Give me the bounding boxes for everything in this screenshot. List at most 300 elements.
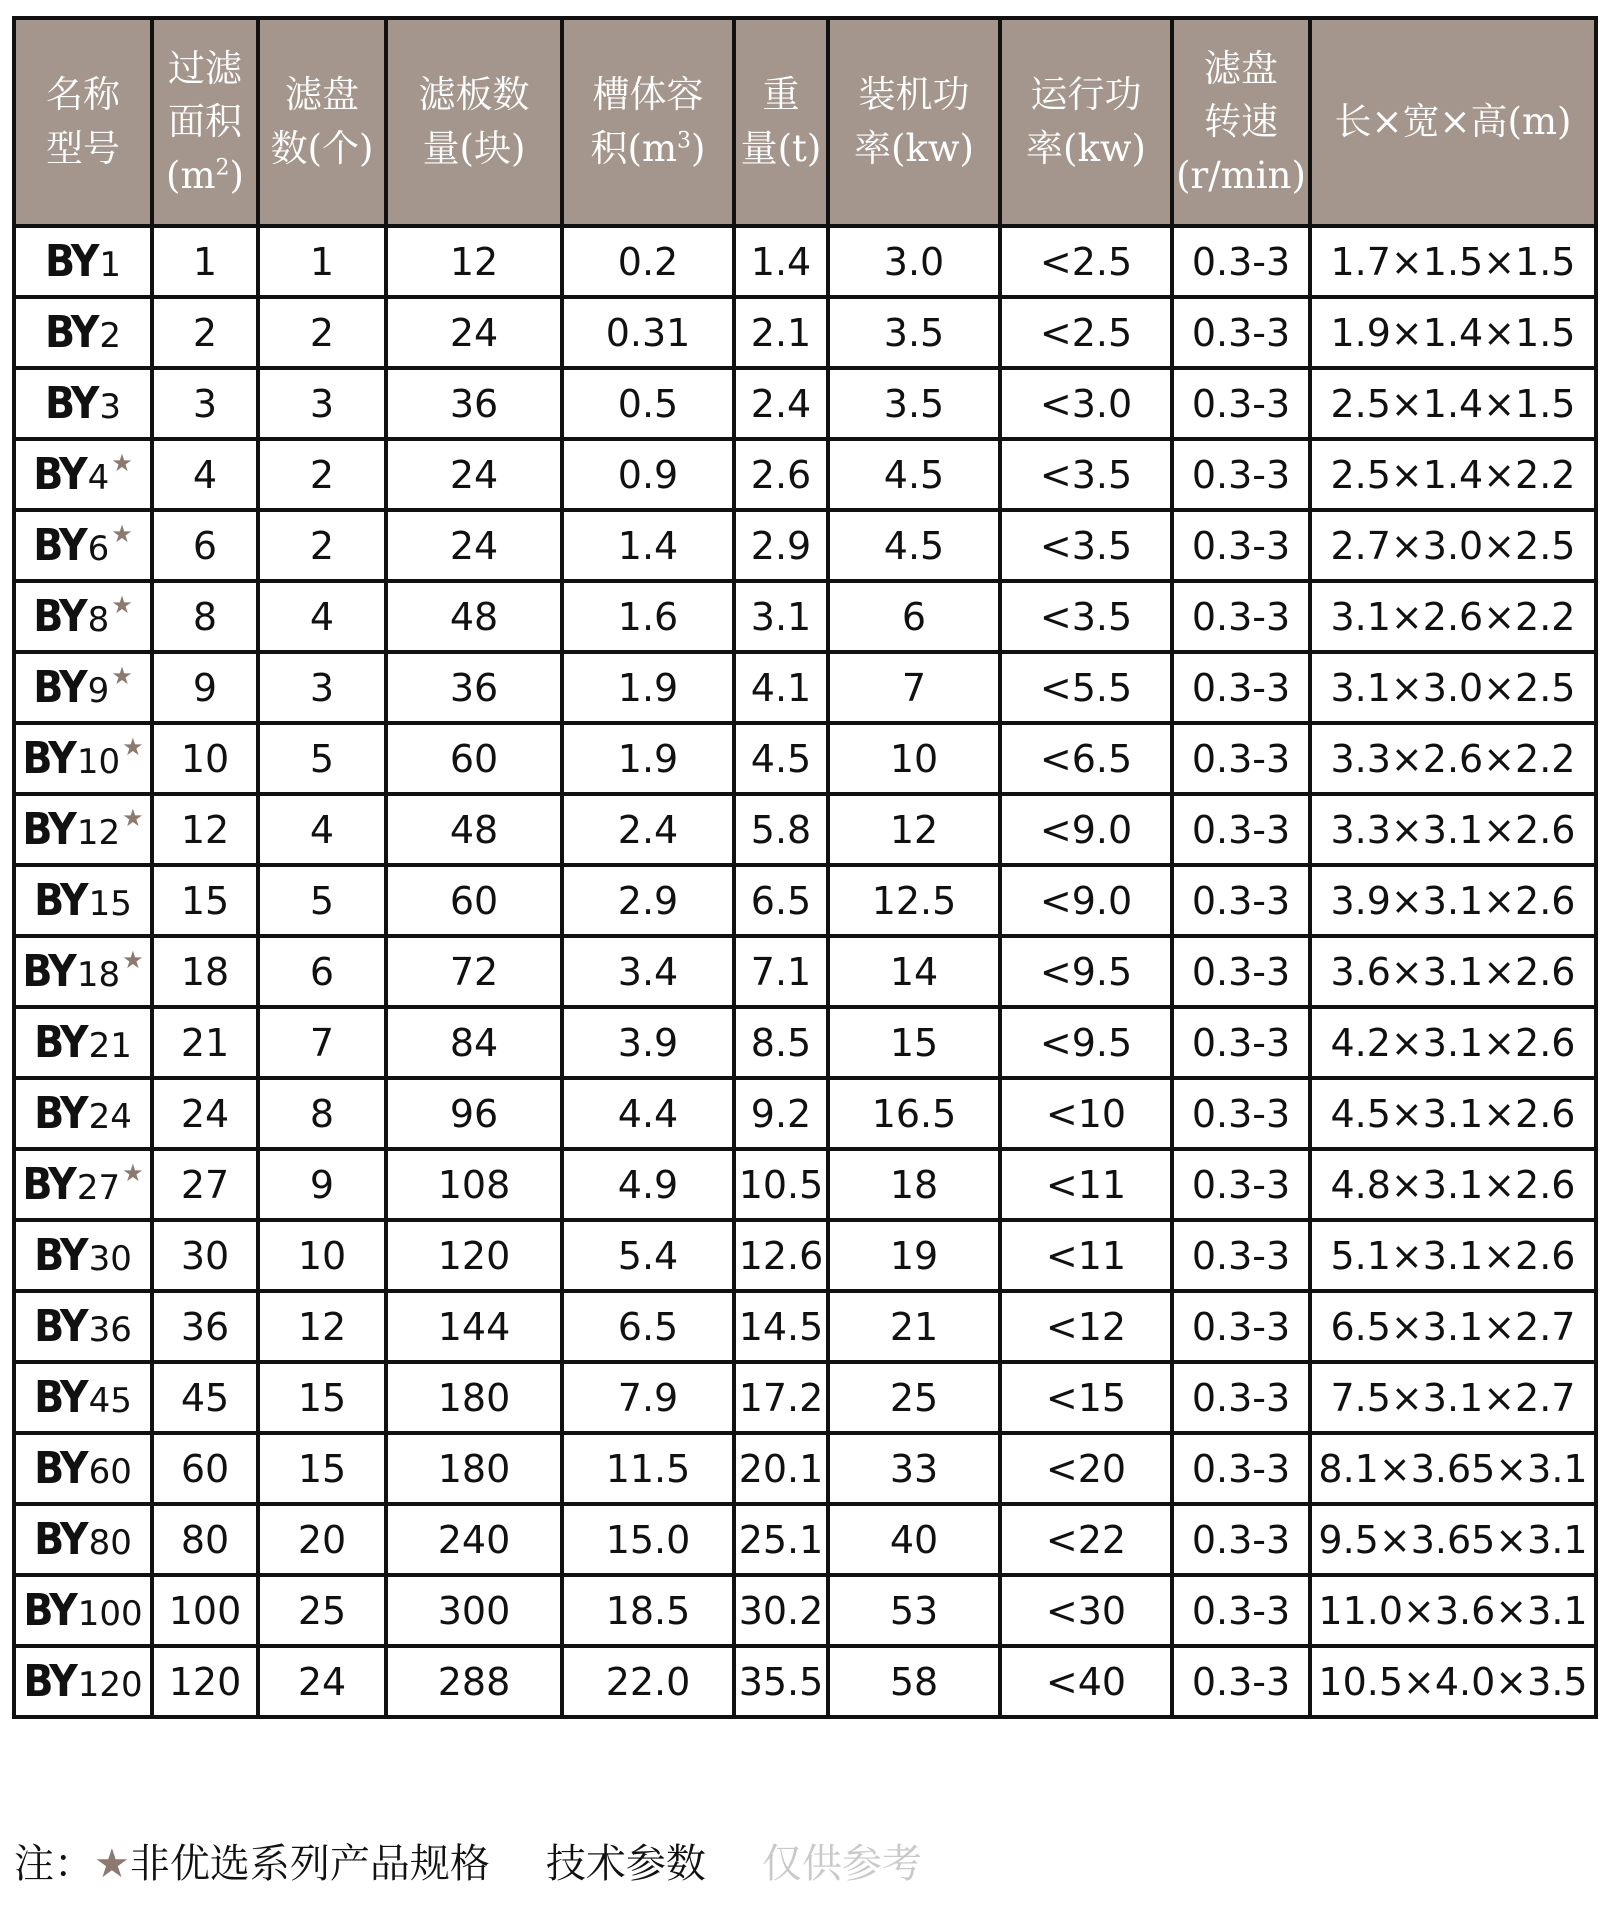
model-prefix: BY <box>33 520 86 571</box>
table-cell: 0.3-3 <box>1172 865 1310 936</box>
table-row <box>14 1220 1596 1291</box>
table-cell: 10 <box>828 723 1000 794</box>
table-cell: 7 <box>828 652 1000 723</box>
table-cell: 2.5×1.4×1.5 <box>1310 368 1596 439</box>
table-cell: 36 <box>386 368 562 439</box>
table-cell: <10 <box>1000 1078 1172 1149</box>
table-row <box>14 936 1596 1007</box>
model-prefix: BY <box>33 449 86 500</box>
table-cell: 2.1 <box>734 297 828 368</box>
star-icon: ★ <box>122 1159 144 1187</box>
model-cell <box>14 1078 152 1149</box>
table-cell: 1 <box>258 226 386 297</box>
table-cell: <3.5 <box>1000 581 1172 652</box>
table-cell: 4.4 <box>562 1078 734 1149</box>
table-cell: 6 <box>152 510 258 581</box>
footnote-prefix: 注： <box>14 1841 94 1887</box>
table-cell: 53 <box>828 1575 1000 1646</box>
model-number: 24 <box>88 1097 132 1137</box>
table-cell: 2.5×1.4×2.2 <box>1310 439 1596 510</box>
table-cell: 3.9 <box>562 1007 734 1078</box>
table-cell: 3.1 <box>734 581 828 652</box>
table-cell: 11.0×3.6×3.1 <box>1310 1575 1596 1646</box>
table-cell: 1.6 <box>562 581 734 652</box>
table-cell: 300 <box>386 1575 562 1646</box>
table-cell: 1.7×1.5×1.5 <box>1310 226 1596 297</box>
table-cell: 3.1×2.6×2.2 <box>1310 581 1596 652</box>
model-cell <box>14 723 152 794</box>
table-header <box>14 18 1596 226</box>
column-header <box>1310 18 1596 226</box>
model-prefix: BY <box>34 1514 87 1565</box>
table-cell: 10.5 <box>734 1149 828 1220</box>
table-row <box>14 1504 1596 1575</box>
table-cell: <12 <box>1000 1291 1172 1362</box>
table-cell: 0.3-3 <box>1172 510 1310 581</box>
table-cell: 0.3-3 <box>1172 1646 1310 1717</box>
model-prefix: BY <box>44 307 98 358</box>
table-cell: 4.5×3.1×2.6 <box>1310 1078 1596 1149</box>
table-row <box>14 1007 1596 1078</box>
table-cell: 12.5 <box>828 865 1000 936</box>
table-cell: 4.5 <box>828 439 1000 510</box>
table-row <box>14 1646 1596 1717</box>
column-header <box>562 18 734 226</box>
table-cell: 12 <box>152 794 258 865</box>
table-cell: 4.1 <box>734 652 828 723</box>
model-cell <box>14 1007 152 1078</box>
table-row <box>14 368 1596 439</box>
column-header-line: $(m^2)$ <box>166 153 244 197</box>
model-prefix: BY <box>33 662 86 713</box>
model-cell <box>14 1362 152 1433</box>
table-cell: 5 <box>258 865 386 936</box>
table-cell: <15 <box>1000 1362 1172 1433</box>
table-cell: 0.5 <box>562 368 734 439</box>
column-header-line: 滤板数 <box>418 73 530 117</box>
column-header <box>1000 18 1172 226</box>
column-header-line: 滤盘 <box>1204 46 1278 90</box>
table-cell: <2.5 <box>1000 297 1172 368</box>
table-cell: 6.5 <box>734 865 828 936</box>
table-cell: 6.5×3.1×2.7 <box>1310 1291 1596 1362</box>
table-cell: 36 <box>386 652 562 723</box>
table-cell: 4.5 <box>734 723 828 794</box>
table-cell: 9.5×3.65×3.1 <box>1310 1504 1596 1575</box>
table-cell: 0.3-3 <box>1172 1149 1310 1220</box>
table-cell: 2 <box>258 297 386 368</box>
table-cell: 8 <box>258 1078 386 1149</box>
table-cell: 100 <box>152 1575 258 1646</box>
table-cell: 15.0 <box>562 1504 734 1575</box>
model-prefix: BY <box>22 946 75 997</box>
table-cell: <5.5 <box>1000 652 1172 723</box>
table-cell: 10 <box>258 1220 386 1291</box>
model-number: 1 <box>99 245 122 285</box>
table-cell: 3.5 <box>828 297 1000 368</box>
table-cell: <40 <box>1000 1646 1172 1717</box>
table-cell: 6.5 <box>562 1291 734 1362</box>
table-cell: 15 <box>828 1007 1000 1078</box>
table-cell: 15 <box>152 865 258 936</box>
model-number: 10 <box>76 742 121 782</box>
column-header-line: 装机功 <box>858 73 970 117</box>
column-header-line: 长×宽×高(m) <box>1334 100 1572 144</box>
star-icon: ★ <box>122 946 144 974</box>
model-cell <box>14 1646 152 1717</box>
table-cell: 24 <box>386 439 562 510</box>
model-cell <box>14 652 152 723</box>
model-number: 2 <box>99 316 122 356</box>
table-cell: 7.9 <box>562 1362 734 1433</box>
table-cell: <3.5 <box>1000 510 1172 581</box>
column-header <box>152 18 258 226</box>
table-cell: 4.8×3.1×2.6 <box>1310 1149 1596 1220</box>
table-cell: 16.5 <box>828 1078 1000 1149</box>
table-cell: <9.0 <box>1000 865 1172 936</box>
table-cell: 0.3-3 <box>1172 226 1310 297</box>
column-header-line: 转速 <box>1204 100 1278 144</box>
model-prefix: BY <box>23 1585 76 1636</box>
model-prefix: BY <box>33 591 86 642</box>
table-cell: 0.3-3 <box>1172 297 1310 368</box>
table-row <box>14 1291 1596 1362</box>
table-cell: 3 <box>258 368 386 439</box>
model-prefix: BY <box>34 1017 87 1068</box>
star-icon: ★ <box>122 804 144 832</box>
model-number: 21 <box>88 1026 132 1066</box>
column-header-line: 槽体容 <box>592 73 704 117</box>
model-number: 45 <box>88 1381 132 1421</box>
star-icon: ★ <box>94 1841 130 1887</box>
table-cell: 24 <box>386 297 562 368</box>
table-cell: 0.9 <box>562 439 734 510</box>
model-number: 4 <box>87 458 110 498</box>
table-cell: 4 <box>152 439 258 510</box>
table-cell: 36 <box>152 1291 258 1362</box>
model-prefix: BY <box>22 733 75 784</box>
table-row <box>14 439 1596 510</box>
table-cell: 3 <box>152 368 258 439</box>
spec-table <box>12 16 1598 1719</box>
model-cell <box>14 936 152 1007</box>
table-cell: 12.6 <box>734 1220 828 1291</box>
table-cell: 4 <box>258 581 386 652</box>
model-number: 80 <box>88 1523 132 1563</box>
table-cell: 22.0 <box>562 1646 734 1717</box>
table-cell: 7 <box>258 1007 386 1078</box>
table-cell: 84 <box>386 1007 562 1078</box>
table-cell: 0.3-3 <box>1172 1433 1310 1504</box>
table-cell: 5 <box>258 723 386 794</box>
table-cell: 6 <box>258 936 386 1007</box>
table-cell: 0.3-3 <box>1172 1362 1310 1433</box>
model-cell <box>14 1504 152 1575</box>
table-cell: 4.2×3.1×2.6 <box>1310 1007 1596 1078</box>
table-cell: 15 <box>258 1362 386 1433</box>
column-header-line: 运行功 <box>1030 73 1142 117</box>
column-header-line: 滤盘 <box>285 73 359 117</box>
table-cell: 7.1 <box>734 936 828 1007</box>
table-row <box>14 510 1596 581</box>
table-cell: 8 <box>152 581 258 652</box>
table-cell: 3 <box>258 652 386 723</box>
table-cell: 9 <box>258 1149 386 1220</box>
table-row <box>14 1433 1596 1504</box>
table-cell: 3.5 <box>828 368 1000 439</box>
column-header-line: 名称 <box>46 73 120 117</box>
table-cell: 10 <box>152 723 258 794</box>
table-cell: 25 <box>828 1362 1000 1433</box>
table-cell: 80 <box>152 1504 258 1575</box>
model-cell <box>14 581 152 652</box>
model-cell <box>14 368 152 439</box>
model-number: 18 <box>76 955 121 995</box>
table-cell: 1.4 <box>734 226 828 297</box>
footnote-text-params: 技术参数 <box>545 1841 706 1887</box>
table-cell: 24 <box>152 1078 258 1149</box>
model-cell <box>14 1291 152 1362</box>
table-cell: <9.5 <box>1000 1007 1172 1078</box>
star-icon: ★ <box>111 520 133 548</box>
table-cell: 14 <box>828 936 1000 1007</box>
column-header <box>828 18 1000 226</box>
table-cell: 30.2 <box>734 1575 828 1646</box>
table-cell: 4 <box>258 794 386 865</box>
model-cell <box>14 510 152 581</box>
column-header <box>386 18 562 226</box>
table-cell: 180 <box>386 1362 562 1433</box>
model-cell <box>14 1220 152 1291</box>
table-cell: <3.0 <box>1000 368 1172 439</box>
table-cell: 5.1×3.1×2.6 <box>1310 1220 1596 1291</box>
column-header-line: 过滤 <box>168 46 242 90</box>
table-cell: 2 <box>258 510 386 581</box>
table-cell: 17.2 <box>734 1362 828 1433</box>
table-row <box>14 865 1596 936</box>
column-header-line: 重 <box>762 73 800 117</box>
table-cell: 2.4 <box>562 794 734 865</box>
model-number: 15 <box>88 884 132 924</box>
table-cell: 15 <box>258 1433 386 1504</box>
table-cell: 0.3-3 <box>1172 1078 1310 1149</box>
table-cell: 108 <box>386 1149 562 1220</box>
footnote <box>14 1832 922 1889</box>
column-header-line: 积$(m^3)$ <box>590 127 706 170</box>
table-cell: 3.9×3.1×2.6 <box>1310 865 1596 936</box>
table-cell: 3.1×3.0×2.5 <box>1310 652 1596 723</box>
footnote-text-reference: 仅供参考 <box>761 1841 922 1887</box>
model-prefix: BY <box>44 236 98 287</box>
table-cell: 2.6 <box>734 439 828 510</box>
table-cell: 8.1×3.65×3.1 <box>1310 1433 1596 1504</box>
table-row <box>14 1575 1596 1646</box>
table-cell: 2 <box>152 297 258 368</box>
table-cell: 0.3-3 <box>1172 936 1310 1007</box>
star-icon: ★ <box>111 449 133 477</box>
table-cell: 0.3-3 <box>1172 1220 1310 1291</box>
table-cell: 1 <box>152 226 258 297</box>
table-cell: 2.7×3.0×2.5 <box>1310 510 1596 581</box>
table-cell: 48 <box>386 581 562 652</box>
table-body <box>14 226 1596 1717</box>
table-cell: 2.9 <box>562 865 734 936</box>
table-cell: 10.5×4.0×3.5 <box>1310 1646 1596 1717</box>
table-cell: 120 <box>386 1220 562 1291</box>
model-number: 60 <box>88 1452 132 1492</box>
table-cell: 120 <box>152 1646 258 1717</box>
table-cell: 25 <box>258 1575 386 1646</box>
table-cell: 11.5 <box>562 1433 734 1504</box>
table-row <box>14 226 1596 297</box>
table-cell: 0.3-3 <box>1172 368 1310 439</box>
table-cell: 9.2 <box>734 1078 828 1149</box>
table-cell: 1.9×1.4×1.5 <box>1310 297 1596 368</box>
model-number: 30 <box>88 1239 132 1279</box>
table-cell: 12 <box>386 226 562 297</box>
table-cell: 24 <box>386 510 562 581</box>
table-cell: 240 <box>386 1504 562 1575</box>
table-cell: 18 <box>828 1149 1000 1220</box>
model-prefix: BY <box>44 378 98 429</box>
table-row <box>14 723 1596 794</box>
model-cell <box>14 439 152 510</box>
table-cell: 144 <box>386 1291 562 1362</box>
table-cell: 0.3-3 <box>1172 1291 1310 1362</box>
column-header-line: 量(块) <box>422 127 526 170</box>
table-row <box>14 297 1596 368</box>
table-cell: 5.4 <box>562 1220 734 1291</box>
table-cell: <2.5 <box>1000 226 1172 297</box>
table-row <box>14 1078 1596 1149</box>
table-cell: <11 <box>1000 1149 1172 1220</box>
header-row <box>14 18 1596 226</box>
model-number: 36 <box>88 1310 132 1350</box>
table-row <box>14 1149 1596 1220</box>
table-cell: 0.3-3 <box>1172 794 1310 865</box>
table-cell: 2 <box>258 439 386 510</box>
table-cell: 3.0 <box>828 226 1000 297</box>
model-number: 120 <box>77 1665 143 1705</box>
table-cell: 21 <box>828 1291 1000 1362</box>
model-prefix: BY <box>34 875 87 926</box>
table-cell: <6.5 <box>1000 723 1172 794</box>
model-prefix: BY <box>34 1301 87 1352</box>
table-cell: 0.2 <box>562 226 734 297</box>
table-cell: <11 <box>1000 1220 1172 1291</box>
table-cell: 40 <box>828 1504 1000 1575</box>
table-cell: 60 <box>152 1433 258 1504</box>
table-cell: 21 <box>152 1007 258 1078</box>
table-cell: 18.5 <box>562 1575 734 1646</box>
table-row <box>14 1362 1596 1433</box>
table-cell: 2.9 <box>734 510 828 581</box>
model-prefix: BY <box>22 804 75 855</box>
table-cell: 6 <box>828 581 1000 652</box>
table-cell: 30 <box>152 1220 258 1291</box>
table-cell: 0.3-3 <box>1172 1575 1310 1646</box>
table-cell: <3.5 <box>1000 439 1172 510</box>
table-cell: 24 <box>258 1646 386 1717</box>
table-cell: 288 <box>386 1646 562 1717</box>
table-cell: <20 <box>1000 1433 1172 1504</box>
table-cell: <22 <box>1000 1504 1172 1575</box>
model-prefix: BY <box>34 1372 87 1423</box>
table-cell: 27 <box>152 1149 258 1220</box>
table-cell: 14.5 <box>734 1291 828 1362</box>
table-row <box>14 794 1596 865</box>
table-cell: <9.5 <box>1000 936 1172 1007</box>
column-header-line: 型号 <box>46 127 120 170</box>
model-prefix: BY <box>22 1159 75 1210</box>
table-cell: 20.1 <box>734 1433 828 1504</box>
table-cell: 25.1 <box>734 1504 828 1575</box>
column-header <box>258 18 386 226</box>
table-cell: 0.3-3 <box>1172 1504 1310 1575</box>
model-prefix: BY <box>34 1443 87 1494</box>
star-icon: ★ <box>111 662 133 690</box>
table-cell: 33 <box>828 1433 1000 1504</box>
column-header <box>734 18 828 226</box>
model-prefix: BY <box>23 1656 76 1707</box>
model-number: 8 <box>87 600 110 640</box>
star-icon: ★ <box>111 591 133 619</box>
table-cell: 0.3-3 <box>1172 581 1310 652</box>
model-prefix: BY <box>34 1230 87 1281</box>
model-cell <box>14 297 152 368</box>
model-number: 27 <box>76 1168 121 1208</box>
column-header <box>14 18 152 226</box>
model-number: 100 <box>77 1594 143 1634</box>
table-cell: <30 <box>1000 1575 1172 1646</box>
table-cell: 7.5×3.1×2.7 <box>1310 1362 1596 1433</box>
table-cell: 0.3-3 <box>1172 439 1310 510</box>
model-cell <box>14 1433 152 1504</box>
model-cell <box>14 794 152 865</box>
table-cell: 0.3-3 <box>1172 652 1310 723</box>
table-cell: 35.5 <box>734 1646 828 1717</box>
table-cell: 12 <box>258 1291 386 1362</box>
table-cell: 1.9 <box>562 652 734 723</box>
model-prefix: BY <box>34 1088 87 1139</box>
table-cell: 0.3-3 <box>1172 1007 1310 1078</box>
table-cell: 4.5 <box>828 510 1000 581</box>
table-cell: 0.3-3 <box>1172 723 1310 794</box>
column-header-line: 率(kw) <box>854 127 974 170</box>
table-cell: 1.4 <box>562 510 734 581</box>
column-header <box>1172 18 1310 226</box>
table-cell: 3.3×3.1×2.6 <box>1310 794 1596 865</box>
table-cell: 4.9 <box>562 1149 734 1220</box>
model-number: 3 <box>99 387 122 427</box>
model-cell <box>14 226 152 297</box>
column-header-line: 面积 <box>168 100 242 144</box>
model-cell <box>14 1575 152 1646</box>
table-cell: 60 <box>386 723 562 794</box>
table-cell: 2.4 <box>734 368 828 439</box>
table-row <box>14 652 1596 723</box>
table-cell: 3.3×2.6×2.2 <box>1310 723 1596 794</box>
table-cell: 180 <box>386 1433 562 1504</box>
star-icon: ★ <box>122 733 144 761</box>
table-cell: 20 <box>258 1504 386 1575</box>
table-cell: 1.9 <box>562 723 734 794</box>
table-cell: 48 <box>386 794 562 865</box>
table-cell: 3.6×3.1×2.6 <box>1310 936 1596 1007</box>
table-row <box>14 581 1596 652</box>
table-cell: 18 <box>152 936 258 1007</box>
column-header-line: 率(kw) <box>1026 127 1146 170</box>
